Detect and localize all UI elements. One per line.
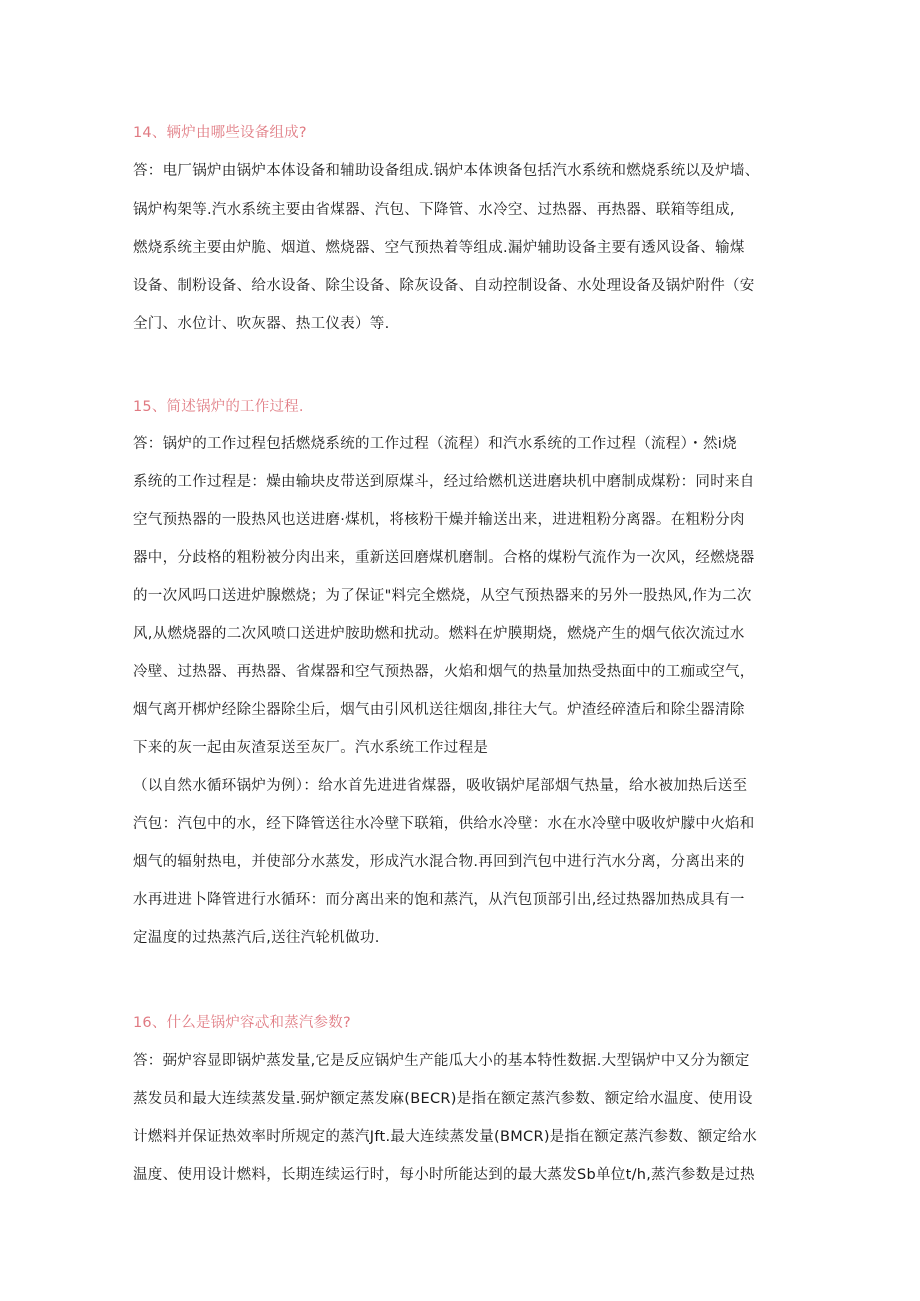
question-title-14: 14、辆炉由哪些设备组成? (133, 125, 307, 141)
answer-line: 答：电厂锅炉由锅炉本体设备和辅助设备组成.锅炉本体谀备包括汽水系统和燃烧系统以及炉墙、 (133, 163, 760, 179)
answer-line: 烟气离开梆炉经除尘器除尘后，烟气由引风机送往烟囱,排往大气。炉渣经碎渣后和除尘器清除 (133, 702, 745, 718)
answer-line: 的一次风吗口送进炉腺燃烧；为了保证"料完全燃烧，从空气预热器来的另外一股热风,作为二次 (133, 588, 752, 604)
answer-line: 器中，分歧格的粗粉被分肉出来，重新送回磨煤机磨制。合格的煤粉气流作为一次风，经燃烧器 (133, 550, 755, 566)
answer-line: 计燃料并保证热效率时所规定的蒸汽Jft.最大连续蒸发量(BMCR)是指在额定蒸汽参数、额定给水 (133, 1129, 757, 1145)
answer-line: 风,从燃烧器的二次风喷口送进炉胺助燃和扰动。燃料在炉膜期烧，燃烧产生的烟气依次流过水 (133, 626, 745, 642)
answer-line: 答：锅炉的工作过程包括燃烧系统的工作过程（流程）和汽水系统的工作过程（流程）・然i烧 (133, 436, 737, 452)
answer-line: 全门、水位计、吹灰器、热工仪表）等. (133, 316, 390, 332)
answer-line: 设备、制粉设备、给水设备、除尘设备、除灰设备、自动控制设备、水处理设备及锅炉附件（安 (133, 278, 755, 294)
answer-line: 系统的工作过程是：燥由输块皮带送到原煤斗，经过给燃机送进磨块机中磨制成煤粉：同时来自 (133, 474, 755, 490)
answer-line: 下来的灰一起由灰渣泵送至灰厂。汽水系统工作过程是 (133, 740, 489, 756)
answer-line: （以自然水循环锅炉为例）：给水首先进进省煤器，吸收锅炉尾部烟气热量，给水被加热后送至 (133, 778, 748, 794)
question-title-15: 15、简述锅炉的工作过程. (133, 399, 304, 415)
answer-line: 锅炉构架等.汽水系统主要由省煤器、汽包、下降管、水冷空、过热器、再热器、联箱等组成, (133, 202, 735, 218)
answer-line: 空气预热器的一股热风也送进磨·煤机，将核粉干燥并输送出来，进进粗粉分离器。在粗粉分肉 (133, 512, 745, 528)
answer-line: 定温度的过热蒸汽后,送往汽轮机做功. (133, 930, 380, 946)
answer-line: 蒸发员和最大连续蒸发量.弼炉额定蒸发麻(BECR)是指在额定蒸汽参数、额定给水温度、使用设 (133, 1091, 753, 1107)
answer-line: 汽包：汽包中的水，经下降管送往水冷壁下联箱，供给水冷壁：水在水冷壁中吸收炉朦中火焰和 (133, 816, 755, 832)
answer-line: 燃烧系统主要由炉脆、烟道、燃烧器、空气预热着等组成.漏炉辅助设备主要有透风设备、输煤 (133, 240, 745, 256)
answer-line: 冷壁、过热器、再热器、省煤器和空气预热器，火焰和烟气的热量加热受热面中的工痂或空气， (133, 664, 755, 680)
answer-line: 答：弼炉容显即锅炉蒸发量,它是反应锅炉生产能瓜大小的基本特性数据.大型锅炉中又分为额定 (133, 1053, 750, 1069)
answer-line: 水再进进卜降管进行水循环：而分离出来的饱和蒸汽，从汽包顶部引出,经过热器加热成具有一 (133, 892, 745, 908)
question-title-16: 16、什么是锅炉容忒和蒸汽参数? (133, 1015, 351, 1031)
answer-line: 温度、使用设计燃料，长期连续运行时，每小时所能达到的最大蒸发Sb单位t∕h,蒸汽参数是过热 (133, 1167, 755, 1183)
answer-line: 烟气的辐射热电，并使部分水蒸发，形成汽水混合物.再回到汽包中进行汽水分离，分离出来的 (133, 854, 745, 870)
